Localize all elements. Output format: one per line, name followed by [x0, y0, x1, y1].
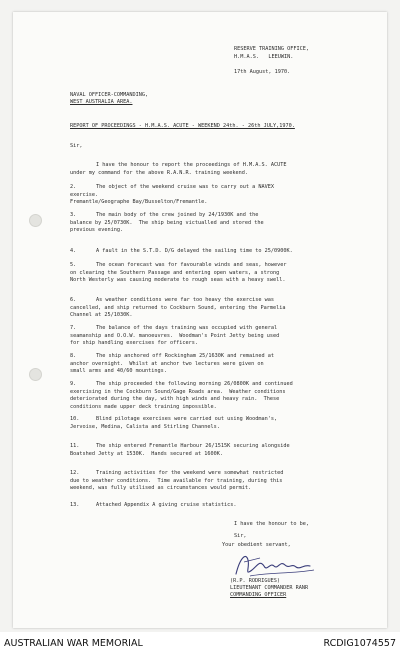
paragraph-line: balance by 25/0730K. The ship being victualled and stored the	[70, 219, 264, 226]
paragraph-line: Boatshed Jetty at 1530K. Hands secured at 1600K.	[70, 450, 224, 457]
addressee-line2: WEST AUSTRALIA AREA.	[70, 99, 133, 105]
subject-line: REPORT OF PROCEEDINGS - H.M.A.S. ACUTE - WEEKEND 24th. - 26th JULY,1970.	[70, 123, 295, 129]
punch-hole	[29, 368, 42, 381]
paragraph-line: deteriorated during the day, with high winds and heavy rain. These	[70, 396, 280, 403]
paragraph-line: cancelled, and ship returned to Cockburn Sound, entering the Parmelia	[70, 304, 286, 311]
paragraph-line: Blind pilotage exercises were carried out using Woodman's,	[96, 416, 278, 422]
paragraph-number: 9.	[70, 381, 77, 387]
paragraph-line: The object of the weekend cruise was to carry out a NAVEX	[96, 184, 275, 190]
paragraph-number: 13.	[70, 502, 80, 508]
paragraph-line: The balance of the days training was occupied with general	[96, 325, 278, 331]
paragraph-number: 4.	[70, 248, 77, 254]
paragraph-line: I have the honour to report the proceedings of H.M.A.S. ACUTE	[96, 162, 287, 168]
paragraph-number: 11.	[70, 443, 80, 449]
paragraph-line: North Westerly was causing moderate to rough seas with a heavy swell.	[70, 277, 286, 284]
paragraph-number: 12.	[70, 470, 80, 476]
paragraph-line: The ocean forecast was for favourable winds and seas, however	[96, 262, 287, 268]
paragraph-line: for ship handling exercises for officers.	[70, 340, 199, 347]
paragraph-line: Attached Appendix A giving cruise statistics.	[96, 502, 237, 508]
paragraph-number: 2.	[70, 184, 77, 190]
handwritten-signature	[230, 548, 320, 580]
paragraph-line: The main body of the crew joined by 24/1930K and the	[96, 212, 259, 218]
paragraph-line: small arms and 40/60 mountings.	[70, 368, 167, 375]
signatory-rank: LIEUTENANT COMMANDER RANR	[230, 585, 309, 591]
letterhead-date: 17th August, 1970.	[234, 69, 291, 75]
salutation: Sir,	[70, 143, 83, 149]
paragraph-number: 3.	[70, 212, 77, 218]
signatory-role: COMMANDING OFFICER	[230, 592, 287, 598]
paragraph-number: 5.	[70, 262, 77, 268]
paragraph-line: Training activities for the weekend were somewhat restricted	[96, 470, 284, 476]
paragraph-line: previous evening.	[70, 227, 124, 234]
paragraph-line: A fault in the S.T.D. D/G delayed the sailing time to 25/0900K.	[96, 248, 293, 254]
punch-hole	[29, 214, 42, 227]
paragraph-line: exercise.	[70, 191, 99, 198]
closing-servant: Your obedient servant,	[222, 542, 291, 548]
paragraph-line: Fremantle/Geographe Bay/Busselton/Fremantle.	[70, 199, 208, 206]
paragraph-line: exercising in the Cockburn Sound/Gage Roads area. Weather conditions	[70, 388, 286, 395]
letterhead-office: RESERVE TRAINING OFFICE,	[234, 46, 309, 52]
paragraph-line: The ship anchored off Rockingham 25/1630K and remained at	[96, 353, 275, 359]
paragraph-number: 10.	[70, 416, 80, 422]
paragraph-line: The ship proceeded the following morning 26/0800K and continued	[96, 381, 293, 387]
paragraph-line: Jervoise, Medina, Calista and Stirling Channels.	[70, 423, 220, 430]
footer-record-id: RCDIG1074557	[323, 638, 396, 649]
paragraph-line: anchor overnight. Whilst at anchor two lectures were given on	[70, 360, 264, 367]
paragraph-number: 8.	[70, 353, 77, 359]
closing-honour: I have the honour to be,	[234, 521, 309, 527]
paragraph-line: on clearing the Southern Passage and entering open waters, a strong	[70, 269, 280, 276]
signatory-name: (R.P. RODRIGUES)	[230, 578, 280, 584]
paragraph-number: 6.	[70, 297, 77, 303]
footer-source: AUSTRALIAN WAR MEMORIAL	[4, 638, 143, 649]
paragraph-line: seamanship and O.O.W. manoeuvres. Woodman's Point Jetty being used	[70, 332, 280, 339]
paragraph-line: weekend, was fully utilised as circumstances would permit.	[70, 485, 252, 492]
closing-sir: Sir,	[234, 533, 247, 539]
paragraph-line: conditions made upper deck training impossible.	[70, 403, 217, 410]
letterhead-ship: H.M.A.S. LEEUWIN.	[234, 54, 294, 60]
addressee-line1: NAVAL OFFICER-COMMANDING,	[70, 92, 149, 98]
paragraph-line: Channel at 25/1030K.	[70, 312, 133, 319]
paragraph-line: due to weather conditions. Time available for training, during this	[70, 477, 283, 484]
paragraph-line: The ship entered Fremantle Harbour 26/1515K securing alongside	[96, 443, 290, 449]
paragraph-number: 7.	[70, 325, 77, 331]
archive-footer	[0, 632, 400, 654]
paragraph-line: As weather conditions were far too heavy the exercise was	[96, 297, 275, 303]
paragraph-line: under my command for the above R.A.N.R. training weekend.	[70, 169, 249, 176]
